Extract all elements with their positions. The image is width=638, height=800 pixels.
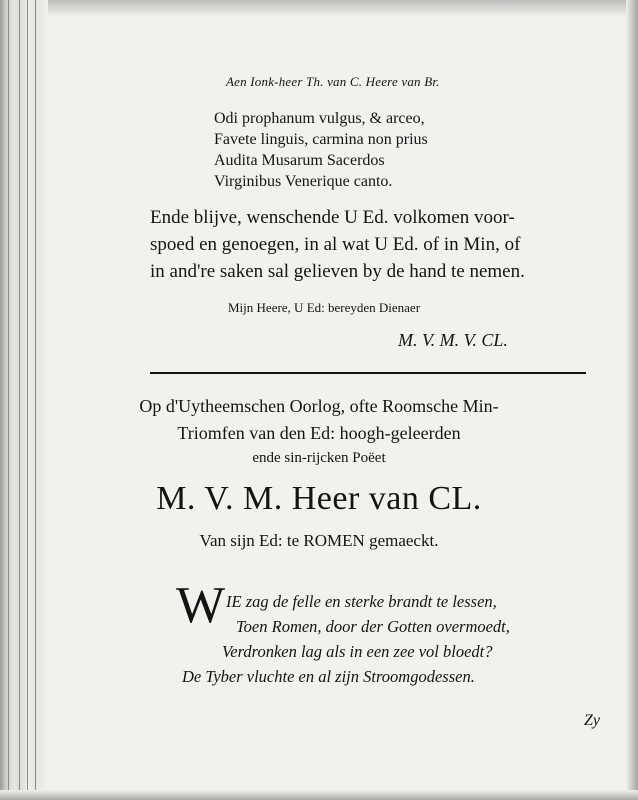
poem-line: De Tyber vluchte en al zijn Stroomgodessen. — [182, 667, 475, 686]
poem-title-line: Triomfen van den Ed: hoogh-geleerden — [177, 423, 461, 443]
latin-verse-line: Audita Musarum Sacerdos — [214, 152, 385, 169]
paragraph-line: spoed en genoegen, in al wat U Ed. of in Min, of — [150, 234, 521, 255]
author-initials: M. V. M. V. CL. — [398, 330, 508, 350]
poem-title-line: Op d'Uytheemschen Oorlog, ofte Roomsche Min- — [139, 396, 499, 416]
place-line: Van sijn Ed: te ROMEN gemaeckt. — [199, 531, 439, 550]
paragraph-line: in and're saken sal gelieven by de hand te nemen. — [150, 261, 525, 282]
poem-line: IE zag de felle en sterke brandt te lessen, — [226, 592, 497, 611]
latin-verse-line: Virginibus Venerique canto. — [214, 173, 393, 190]
latin-verse-line: Favete linguis, carmina non prius — [214, 131, 428, 148]
section-rule — [150, 372, 586, 374]
poem-title-line: ende sin-rijcken Poëet — [252, 450, 386, 466]
closing-salutation: Mijn Heere, U Ed: bereyden Dienaer — [228, 300, 421, 315]
author-heading: M. V. M. Heer van CL. — [156, 480, 482, 517]
paragraph-line: Ende blijve, wenschende U Ed. volkomen voor- — [150, 207, 515, 228]
drop-cap: W — [176, 577, 226, 634]
latin-verse-line: Odi prophanum vulgus, & arceo, — [214, 110, 425, 127]
signature-mark: Zy — [584, 712, 600, 729]
poem-line: Toen Romen, door der Gotten overmoedt, — [236, 617, 510, 636]
poem-line: Verdronken lag als in een zee vol bloedt? — [222, 642, 493, 661]
running-head: Aen Ionk-heer Th. van C. Heere van Br. — [226, 74, 440, 89]
